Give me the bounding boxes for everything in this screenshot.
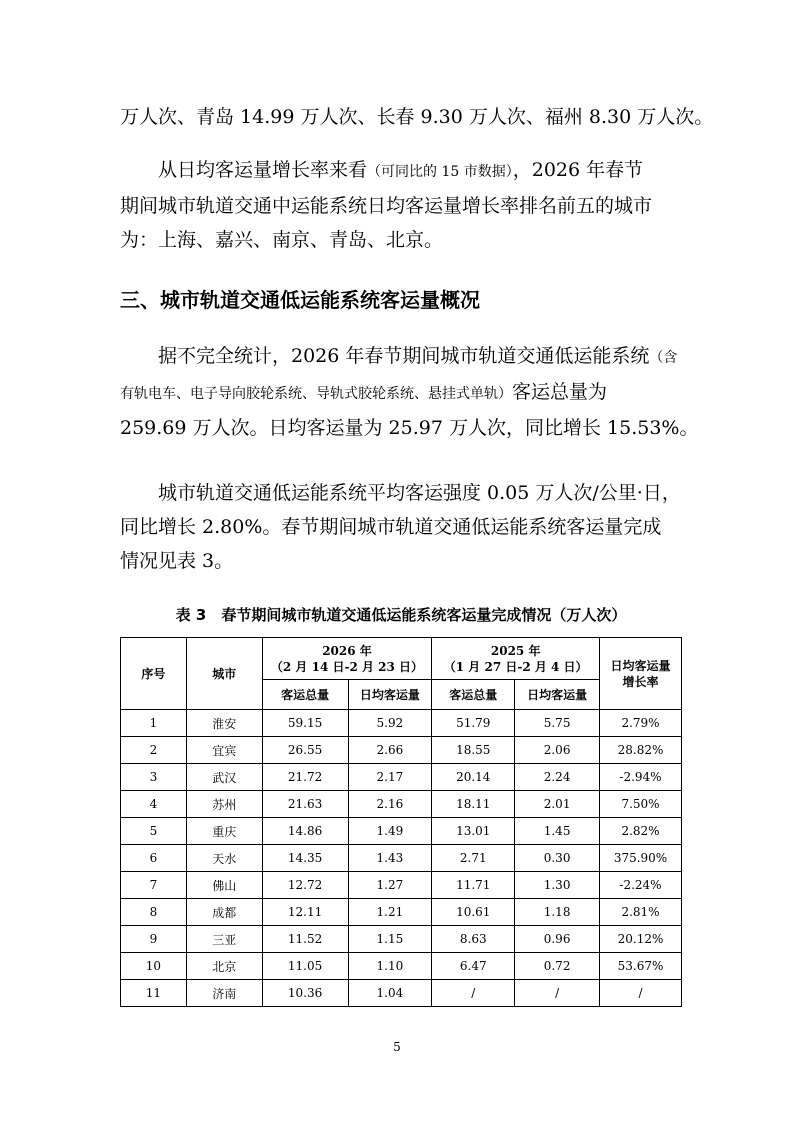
paragraph-4-line-1: 城市轨道交通低运能系统平均客运强度 0.05 万人次/公里·日， <box>158 482 681 504</box>
cell-total-2025: 11.71 <box>432 872 515 899</box>
cell-total-2026: 10.36 <box>262 980 348 1007</box>
page-number: 5 <box>393 1040 401 1054</box>
cell-growth: 20.12% <box>600 926 682 953</box>
cell-total-2025: 8.63 <box>432 926 515 953</box>
header-growth-line-2: 增长率 <box>622 674 659 689</box>
paragraph-3-note: 有轨电车、电子导向胶轮系统、导轨式胶轮系统、悬挂式单轨） <box>120 386 512 402</box>
cell-daily-2025: 1.18 <box>515 899 600 926</box>
cell-total-2026: 12.72 <box>262 872 348 899</box>
paragraph-3 <box>120 339 699 445</box>
header-2026-year: 2026 年 <box>322 643 372 658</box>
table-row <box>121 926 682 953</box>
cell-no: 10 <box>121 953 187 980</box>
cell-daily-2026: 1.10 <box>348 953 432 980</box>
cell-total-2026: 26.55 <box>262 737 348 764</box>
table-row <box>121 818 682 845</box>
cell-total-2026: 21.72 <box>262 764 348 791</box>
table-row <box>121 791 682 818</box>
cell-city: 北京 <box>186 953 262 980</box>
cell-no: 8 <box>121 899 187 926</box>
header-2025-daily: 日均客运量 <box>515 680 600 710</box>
paragraph-3-note-open: （含 <box>649 350 678 366</box>
paragraph-2-line-2: 期间城市轨道交通中运能系统日均客运量增长率排名前五的城市 <box>120 195 653 217</box>
cell-no: 1 <box>121 710 187 737</box>
table-row <box>121 710 682 737</box>
cell-daily-2026: 1.15 <box>348 926 432 953</box>
header-2025-total: 客运总量 <box>432 680 515 710</box>
paragraph-3-line-1-text: 据不完全统计，2026 年春节期间城市轨道交通低运能系统 <box>158 345 650 367</box>
paragraph-4-line-3: 情况见表 3。 <box>120 550 234 572</box>
cell-daily-2026: 1.49 <box>348 818 432 845</box>
cell-growth: 375.90% <box>600 845 682 872</box>
paragraph-1 <box>120 100 714 134</box>
cell-total-2026: 11.05 <box>262 953 348 980</box>
cell-daily-2025: 1.30 <box>515 872 600 899</box>
cell-total-2025: 10.61 <box>432 899 515 926</box>
header-2026-total: 客运总量 <box>262 680 348 710</box>
cell-total-2025: 2.71 <box>432 845 515 872</box>
header-2025 <box>432 638 600 680</box>
cell-total-2025: / <box>432 980 515 1007</box>
cell-daily-2026: 5.92 <box>348 710 432 737</box>
cell-daily-2026: 1.04 <box>348 980 432 1007</box>
ridership-table <box>120 637 682 1007</box>
cell-daily-2025: 0.30 <box>515 845 600 872</box>
cell-city: 武汉 <box>186 764 262 791</box>
table-row <box>121 899 682 926</box>
cell-total-2025: 13.01 <box>432 818 515 845</box>
paragraph-3-line-1 <box>120 339 682 375</box>
cell-city: 淮安 <box>186 710 262 737</box>
cell-total-2026: 14.35 <box>262 845 348 872</box>
cell-total-2025: 18.55 <box>432 737 515 764</box>
cell-growth: / <box>600 980 682 1007</box>
header-2026 <box>262 638 432 680</box>
cell-daily-2025: 5.75 <box>515 710 600 737</box>
table-row <box>121 845 682 872</box>
cell-no: 9 <box>121 926 187 953</box>
cell-no: 7 <box>121 872 187 899</box>
table-row <box>121 980 682 1007</box>
cell-city: 佛山 <box>186 872 262 899</box>
cell-no: 4 <box>121 791 187 818</box>
table-row <box>121 764 682 791</box>
cell-no: 6 <box>121 845 187 872</box>
paragraph-4 <box>120 476 682 578</box>
cell-daily-2026: 2.16 <box>348 791 432 818</box>
cell-total-2026: 59.15 <box>262 710 348 737</box>
cell-total-2025: 6.47 <box>432 953 515 980</box>
paragraph-3-line-3: 259.69 万人次。日均客运量为 25.97 万人次，同比增长 15.53%。 <box>120 417 699 439</box>
header-index: 序号 <box>121 638 187 710</box>
cell-no: 3 <box>121 764 187 791</box>
cell-no: 2 <box>121 737 187 764</box>
header-2025-range: （1 月 27 日-2 月 4 日） <box>443 659 588 674</box>
table-row <box>121 953 682 980</box>
cell-total-2025: 18.11 <box>432 791 515 818</box>
cell-daily-2025: 2.24 <box>515 764 600 791</box>
cell-growth: 2.79% <box>600 710 682 737</box>
cell-growth: 2.82% <box>600 818 682 845</box>
cell-city: 济南 <box>186 980 262 1007</box>
header-2026-range: （2 月 14 日-2 月 23 日） <box>270 659 424 674</box>
paragraph-4-line-2: 同比增长 2.80%。春节期间城市轨道交通低运能系统客运量完成 <box>120 516 662 538</box>
header-growth-line-1: 日均客运量 <box>610 658 671 673</box>
cell-growth: 53.67% <box>600 953 682 980</box>
cell-city: 成都 <box>186 899 262 926</box>
paragraph-2-note: （可同比的 15 市数据） <box>367 164 513 180</box>
paragraph-3-line-2 <box>120 375 682 411</box>
header-2025-year: 2025 年 <box>490 643 541 658</box>
cell-daily-2026: 1.27 <box>348 872 432 899</box>
cell-total-2026: 21.63 <box>262 791 348 818</box>
cell-city: 宜宾 <box>186 737 262 764</box>
cell-daily-2026: 2.66 <box>348 737 432 764</box>
cell-growth: -2.24% <box>600 872 682 899</box>
header-growth <box>600 638 682 710</box>
cell-no: 11 <box>121 980 187 1007</box>
paragraph-2-line-1-text-a: 从日均客运量增长率来看 <box>158 159 368 181</box>
table-caption: 表 3 春节期间城市轨道交通低运能系统客运量完成情况（万人次） <box>175 606 627 624</box>
paragraph-2-line-1-text-b: ，2026 年春节 <box>512 159 644 181</box>
cell-city: 苏州 <box>186 791 262 818</box>
paragraph-1-line-1: 万人次、青岛 14.99 万人次、长春 9.30 万人次、福州 8.30 万人次。 <box>120 106 714 128</box>
cell-growth: 2.81% <box>600 899 682 926</box>
cell-city: 天水 <box>186 845 262 872</box>
cell-total-2026: 11.52 <box>262 926 348 953</box>
cell-total-2025: 51.79 <box>432 710 515 737</box>
cell-daily-2025: 1.45 <box>515 818 600 845</box>
cell-no: 5 <box>121 818 187 845</box>
cell-city: 重庆 <box>186 818 262 845</box>
paragraph-2-line-3: 为：上海、嘉兴、南京、青岛、北京。 <box>120 229 444 251</box>
section-heading: 三、城市轨道交通低运能系统客运量概况 <box>120 288 480 312</box>
cell-daily-2025: 0.72 <box>515 953 600 980</box>
table-row <box>121 872 682 899</box>
cell-daily-2025: 2.01 <box>515 791 600 818</box>
cell-total-2025: 20.14 <box>432 764 515 791</box>
cell-growth: -2.94% <box>600 764 682 791</box>
cell-daily-2026: 2.17 <box>348 764 432 791</box>
cell-daily-2026: 1.43 <box>348 845 432 872</box>
cell-total-2026: 12.11 <box>262 899 348 926</box>
cell-daily-2025: 0.96 <box>515 926 600 953</box>
cell-daily-2026: 1.21 <box>348 899 432 926</box>
header-city: 城市 <box>186 638 262 710</box>
cell-city: 三亚 <box>186 926 262 953</box>
paragraph-2 <box>120 153 682 257</box>
cell-growth: 7.50% <box>600 791 682 818</box>
paragraph-2-line-1 <box>120 153 682 189</box>
cell-daily-2025: 2.06 <box>515 737 600 764</box>
cell-total-2026: 14.86 <box>262 818 348 845</box>
cell-daily-2025: / <box>515 980 600 1007</box>
paragraph-3-line-2-text: 客运总量为 <box>512 381 608 403</box>
cell-growth: 28.82% <box>600 737 682 764</box>
header-2026-daily: 日均客运量 <box>348 680 432 710</box>
table-row <box>121 737 682 764</box>
